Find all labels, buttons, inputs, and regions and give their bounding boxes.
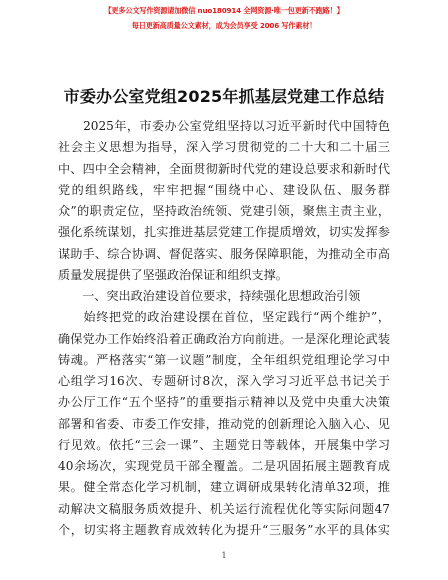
document-title: 市委办公室党组2025年抓基层党建工作总结 xyxy=(63,87,385,106)
body-line: 强化系统谋划，扎实推进基层党建工作提质增效，切实发挥参 xyxy=(58,225,390,240)
body-line: 质量发展提供了坚强政治保证和组织支撑。 xyxy=(58,267,288,282)
body-line: 动解决文稿服务质效提升、机关运行流程优化等实际问题47 xyxy=(58,501,390,516)
body-line: 谋助手、综合协调、督促落实、服务保障职能，为推动全市高 xyxy=(58,246,390,261)
body-line: 个，切实将主题教育成效转化为提升“三服务”水平的具体实 xyxy=(58,522,390,537)
document-body xyxy=(58,116,390,541)
body-line: 始终把党的政治建设摆在首位，坚定践行“两个维护”， xyxy=(58,310,390,325)
page-number: 1 xyxy=(221,551,227,560)
body-line: 果。健全常态化学习机制，建立调研成果转化清单32项，推 xyxy=(58,480,390,495)
body-line: 40余场次，实现党员干部全覆盖。二是巩固拓展主题教育成 xyxy=(58,459,390,473)
body-line: 确保党办工作始终沿着正确政治方向前进。一是深化理论武装 xyxy=(58,331,390,346)
body-line: 心组学习16次、专题研讨8次，深入学习习近平总书记关于 xyxy=(58,374,390,388)
body-line: 社会主义思想为指导，深入学习贯彻党的二十大和二十届三 xyxy=(58,140,390,155)
body-line: 中、四中全会精神，全面贯彻新时代党的建设总要求和新时代 xyxy=(58,161,390,176)
body-line: 办公厅工作“五个坚持”的重要指示精神以及党中央重大决策 xyxy=(58,395,390,410)
body-line: 党的组织路线，牢牢把握“围绕中心、建设队伍、服务群 xyxy=(58,182,390,197)
body-line: 一、突出政治建设首位要求，持续强化思想政治引领 xyxy=(58,289,361,303)
promo-banner-line-2: 每日更新高质量公文素材，成为会员享受 2006 写作素材！ xyxy=(131,21,317,30)
body-line: 行见效。依托“三会一课”、主题党日等载体，开展集中学习 xyxy=(58,437,390,452)
body-line: 铸魂。严格落实“第一议题”制度，全年组织党组理论学习中 xyxy=(58,352,390,367)
body-line: 2025年，市委办公室党组坚持以习近平新时代中国特色 xyxy=(58,119,390,133)
promo-banner-line-1: 【更多公文写作资源请加微信 nuo180914 全网资源·唯一包更新不跑路！】 xyxy=(104,6,344,15)
body-line: 部署和省委、市委工作安排，推动党的创新理论入脑入心、见 xyxy=(58,416,390,431)
body-line: 众”的职责定位，坚持政治统领、党建引领，聚焦主责主业， xyxy=(58,204,390,218)
